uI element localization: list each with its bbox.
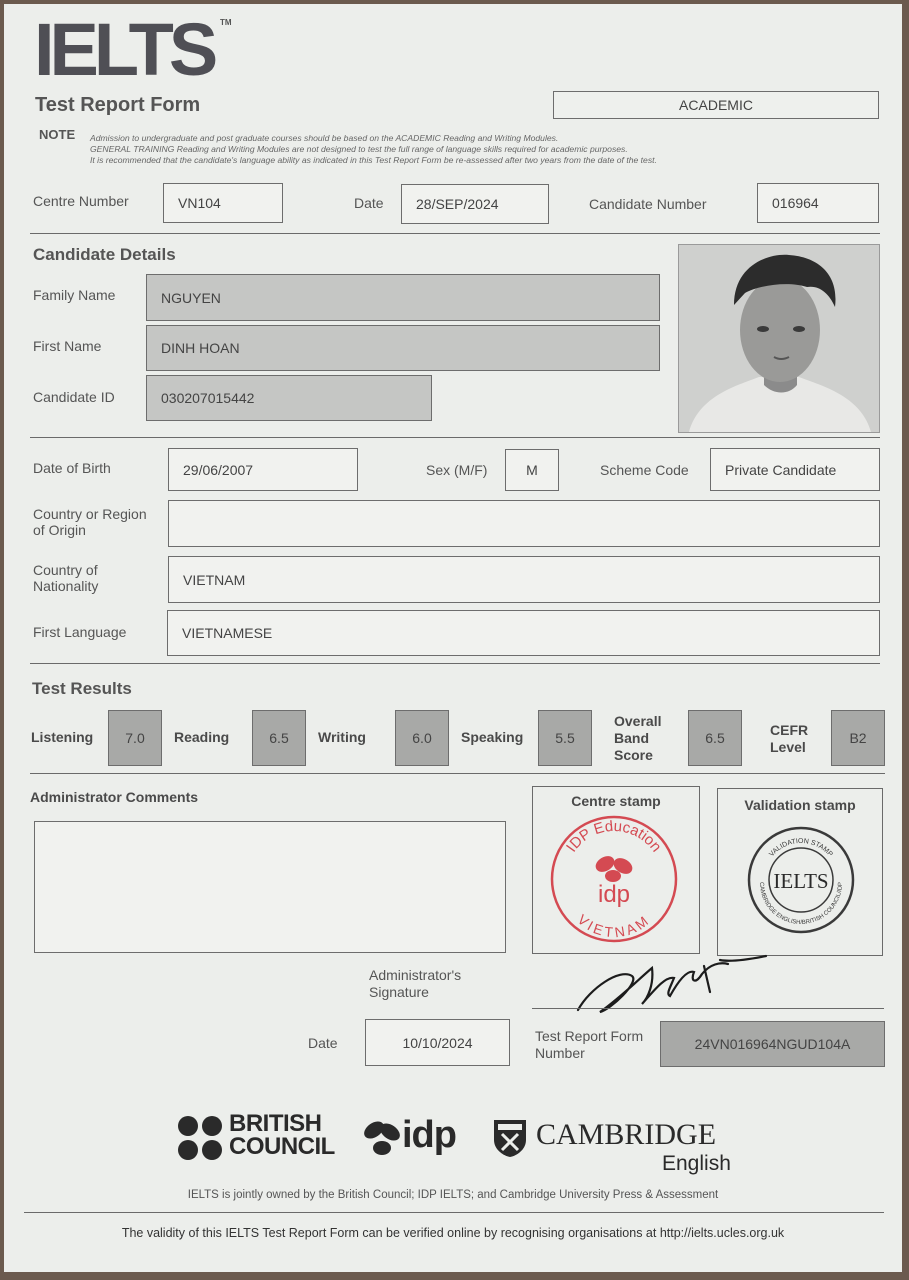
trf-number-label [535,1028,643,1062]
british-council-text [229,1112,335,1158]
divider-3 [30,663,880,664]
trf-number-value: 24VN016964NGUD104A [694,1036,851,1052]
listening-score [108,710,162,766]
origin-label-line-1: Country or Region [33,506,147,522]
reading-score [252,710,306,766]
ielts-logo [34,10,213,90]
form-title: Test Report Form [35,94,201,116]
writing-score [395,710,449,766]
first-language-label: First Language [33,624,127,640]
test-results-title: Test Results [32,679,132,698]
cefr-level [831,710,885,766]
admin-comments-label: Administrator Comments [30,789,199,805]
family-name-label: Family Name [33,287,116,303]
first-name-value: DINH HOAN [161,340,240,356]
note-line-3: It is recommended that the candidate's language ability as indicated in this Test Report Form be re-assessed after two years from the date of the test. [90,155,657,165]
centre-number-value: VN104 [178,195,221,211]
cambridge-line-1: CAMBRIDGE [536,1118,717,1151]
idp-stamp [549,814,679,944]
nationality-label-line-1: Country of [33,562,98,578]
note-label: NOTE [39,127,76,142]
test-report-form [4,4,902,1272]
test-date-value: 28/SEP/2024 [416,196,499,212]
test-date-label: Date [354,195,384,211]
centre-stamp-box [532,786,700,954]
nationality-value: VIETNAM [183,571,246,588]
admin-comments-field [34,821,506,953]
admin-date-value: 10/10/2024 [402,1034,473,1051]
idp-logo [360,1116,470,1162]
origin-label [33,506,147,538]
admin-date-field [365,1019,510,1066]
reading-value: 6.5 [269,730,289,746]
trf-number-label-line-1: Test Report Form [535,1028,644,1044]
british-council-dots-icon [176,1114,226,1164]
validation-stamp-mid: IELTS [773,869,829,893]
centre-stamp-label: Centre stamp [571,793,661,809]
candidate-details-title: Candidate Details [33,245,176,264]
signature-label-line-1: Administrator's [369,967,462,983]
cambridge-logo [492,1116,742,1176]
module-box [553,91,879,119]
validity-text: The validity of this IELTS Test Report Form can be verified online by recognising organisations at http://ielts.ucles.org.uk [121,1226,785,1240]
cefr-label-line-2: Level [770,739,806,755]
test-date-field [401,184,549,224]
origin-field [168,500,880,547]
dob-value: 29/06/2007 [183,461,254,478]
listening-label: Listening [31,729,94,745]
first-name-label: First Name [33,338,102,354]
validation-stamp-seal [746,825,856,935]
module-value: ACADEMIC [679,97,753,113]
writing-label: Writing [318,729,366,745]
writing-value: 6.0 [412,730,432,746]
note-text [90,133,850,166]
ielts-logo-text: IELTS [34,8,214,91]
overall-label-line-2: Band [614,730,649,746]
cefr-label [770,722,808,756]
idp-stamp-bottom-text [575,911,654,940]
speaking-value: 5.5 [555,730,575,746]
centre-number-field [163,183,283,223]
idp-flower-icon [360,1116,404,1160]
british-council-line-1: BRITISH [229,1110,322,1137]
idp-logo-text: idp [402,1114,456,1156]
candidate-photo [678,244,880,433]
idp-stamp-seal [549,814,679,944]
nationality-field [168,556,880,603]
candidate-number-label: Candidate Number [589,196,707,212]
candidate-number-value: 016964 [772,195,819,211]
scheme-code-label: Scheme Code [600,462,689,478]
listening-value: 7.0 [125,730,145,746]
validation-stamp-box [717,788,883,956]
speaking-label: Speaking [461,729,524,745]
nationality-label [33,562,98,594]
candidate-id-field [146,375,432,421]
scheme-code-field [710,448,880,491]
footer-divider [24,1212,884,1213]
validation-stamp-top: VALIDATION STAMP [768,837,834,859]
overall-score [688,710,742,766]
admin-date-label: Date [308,1035,338,1051]
validation-stamp-label: Validation stamp [744,797,856,813]
centre-number-label: Centre Number [33,193,129,209]
trademark: TM [220,18,232,27]
divider-1 [30,233,880,234]
idp-stamp-bottom: VIETNAM [574,911,654,941]
sex-field [505,449,559,491]
note-line-2: GENERAL TRAINING Reading and Writing Modules are not designed to test the full range of language skills required for academic purposes. [90,144,628,154]
dob-field [168,448,358,491]
first-language-value: VIETNAMESE [182,625,273,641]
british-council-logo [176,1112,336,1162]
family-name-value: NGUYEN [161,289,221,306]
signature-label-line-2: Signature [369,984,429,1000]
validation-stamp-bottom: CAMBRIDGE ENGLISH/BRITISH COUNCIL/IDP [757,881,845,927]
validation-stamp [746,825,856,935]
idp-stamp-top: IDP Education [563,817,665,856]
signature-label [369,967,461,1001]
first-language-field [167,610,880,656]
overall-label-line-3: Score [614,747,653,763]
nationality-label-line-2: Nationality [33,578,99,594]
origin-label-line-2: of Origin [33,522,86,538]
overall-label [614,713,661,764]
idp-stamp-top-text [563,818,665,855]
divider-2 [30,437,880,438]
cambridge-line-2: English [662,1152,731,1175]
note-line-1: Admission to undergraduate and post graduate courses should be based on the ACADEMIC Reading and Writing Modules. [90,133,559,143]
divider-4 [30,773,885,774]
overall-value: 6.5 [705,730,725,746]
idp-stamp-mid: idp [597,881,631,908]
reading-label: Reading [174,729,230,745]
speaking-score [538,710,592,766]
trf-number-label-line-2: Number [535,1045,585,1061]
candidate-id-label: Candidate ID [33,389,115,405]
cambridge-shield-icon [492,1118,528,1158]
portrait-image [679,245,879,432]
sex-label: Sex (M/F) [426,462,488,478]
family-name-field [146,274,660,321]
cefr-value: B2 [849,730,867,746]
candidate-number-field [757,183,879,223]
candidate-id-value: 030207015442 [161,390,255,406]
cefr-label-line-1: CEFR [770,722,809,738]
ownership-text: IELTS is jointly owned by the British Council; IDP IELTS; and Cambridge University Press & Assessment [187,1189,719,1201]
trf-number-field [660,1021,885,1067]
scheme-code-value: Private Candidate [725,461,837,478]
sex-value: M [526,462,538,478]
first-name-field [146,325,660,371]
overall-label-line-1: Overall [614,713,662,729]
british-council-line-2: COUNCIL [229,1133,335,1160]
dob-label: Date of Birth [33,460,111,476]
signature-line [532,1008,884,1009]
